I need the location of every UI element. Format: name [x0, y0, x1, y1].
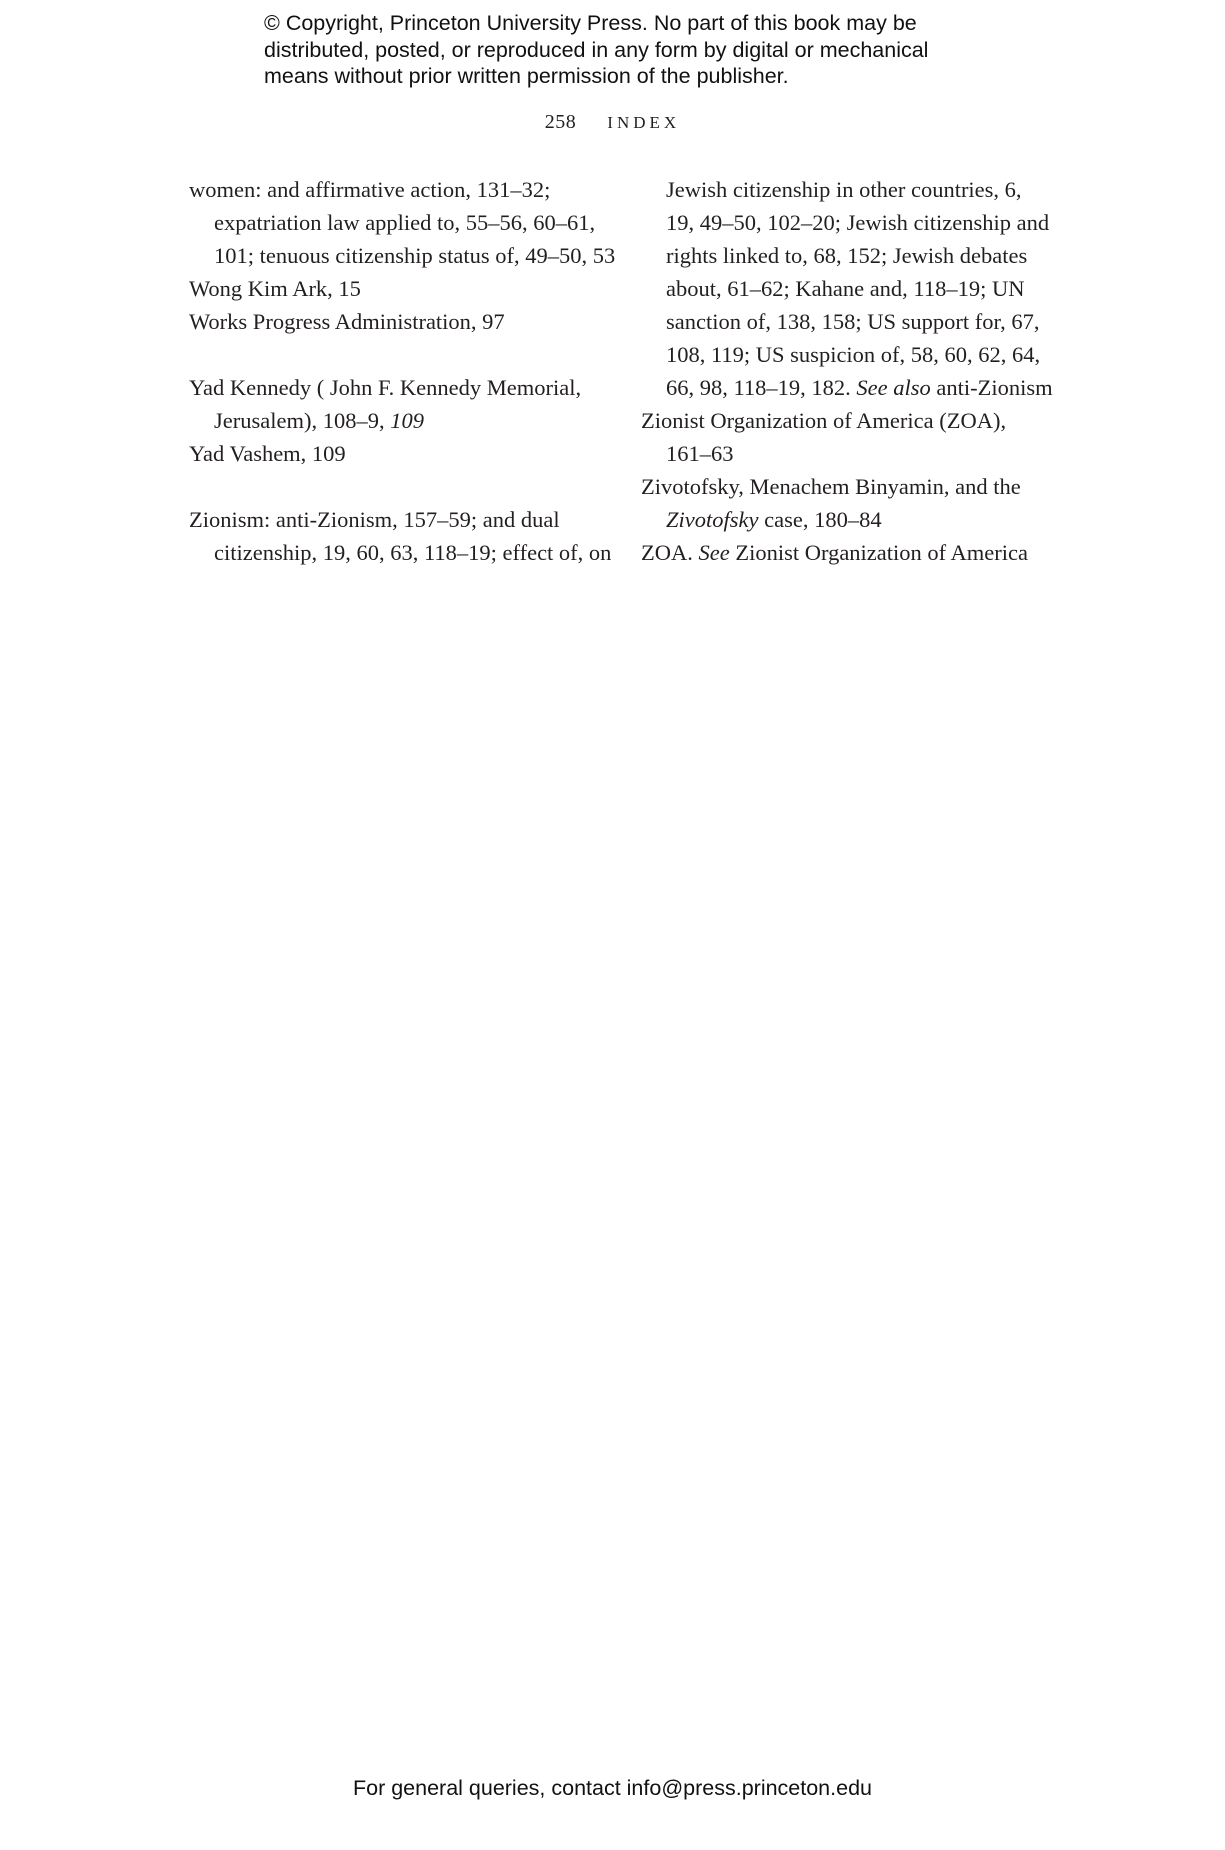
entry-line: sanction of, 138, 158; US support for, 67,: [666, 309, 1040, 334]
entry-italic: See also: [856, 375, 931, 400]
index-entry-yad-kennedy: [189, 371, 609, 437]
copyright-line: © Copyright, Princeton University Press. No part of this book may be: [264, 11, 917, 35]
entry-line: citizenship, 19, 60, 63, 118–19; effect of, on: [214, 540, 612, 565]
entry-line: 19, 49–50, 102–20; Jewish citizenship and: [666, 210, 1050, 235]
entry-line: Yad Kennedy ( John F. Kennedy Memorial,: [189, 375, 582, 400]
entry-line: Yad Vashem, 109: [189, 441, 346, 466]
entry-text: Zionist Organization of America: [729, 540, 1028, 565]
copyright-line: distributed, posted, or reproduced in any form by digital or mechanical: [264, 37, 929, 62]
index-entry-yad-vashem: [189, 437, 609, 470]
index-entry-zionist-organization: [641, 404, 1061, 470]
entry-line: Works Progress Administration, 97: [189, 309, 505, 334]
entry-text: 66, 98, 118–19, 182.: [666, 375, 857, 400]
section-title: INDEX: [607, 113, 681, 132]
index-column-right: [641, 173, 1061, 569]
entry-line: Zionism: anti-Zionism, 157–59; and dual: [189, 507, 560, 532]
entry-line: 161–63: [666, 441, 734, 466]
entry-line: Wong Kim Ark, 15: [189, 276, 361, 301]
entry-line: [641, 536, 1061, 569]
index-entry-zoa: [641, 536, 1061, 569]
entry-line: Jewish citizenship in other countries, 6,: [666, 177, 1022, 202]
entry-line: about, 61–62; Kahane and, 118–19; UN: [666, 276, 1025, 301]
running-head: [0, 111, 1225, 134]
entry-line: rights linked to, 68, 152; Jewish debates: [666, 243, 1028, 268]
entry-line: [641, 503, 1061, 536]
entry-italic: Zivotofsky: [666, 507, 759, 532]
copyright-notice: [264, 10, 984, 90]
index-entry-wong-kim-ark: [189, 272, 609, 305]
entry-italic: 109: [390, 408, 424, 433]
index-column-left: [189, 173, 616, 569]
entry-line: Zionist Organization of America (ZOA),: [641, 408, 1007, 433]
letter-group-gap: [189, 338, 609, 371]
copyright-line: means without prior written permission of the publisher.: [264, 64, 789, 88]
letter-group-gap: [189, 470, 609, 503]
entry-text: ZOA.: [641, 540, 699, 565]
index-entry-works-progress: [189, 305, 609, 338]
index-entry-zionism: [189, 503, 612, 569]
index-entry-zivotofsky: [641, 470, 1061, 536]
index-entry-zionism-continued: [641, 173, 1061, 404]
entry-text: anti-Zionism: [930, 375, 1053, 400]
entry-line: [641, 371, 1061, 404]
entry-line: Zivotofsky, Menachem Binyamin, and the: [641, 474, 1021, 499]
entry-line: 108, 119; US suspicion of, 58, 60, 62, 64,: [666, 342, 1041, 367]
footer-contact: For general queries, contact info@press.princeton.edu: [352, 1776, 872, 1800]
entry-text: Jerusalem), 108–9,: [214, 408, 391, 433]
entry-italic: See: [698, 540, 730, 565]
page-number: 258: [544, 111, 577, 133]
entry-text: case, 180–84: [758, 507, 882, 532]
entry-line: women: and affirmative action, 131–32;: [189, 177, 551, 202]
index-entry-women: [189, 173, 616, 272]
entry-line: [189, 404, 609, 437]
entry-line: 101; tenuous citizenship status of, 49–50, 53: [214, 243, 616, 268]
entry-line: expatriation law applied to, 55–56, 60–61,: [214, 210, 596, 235]
